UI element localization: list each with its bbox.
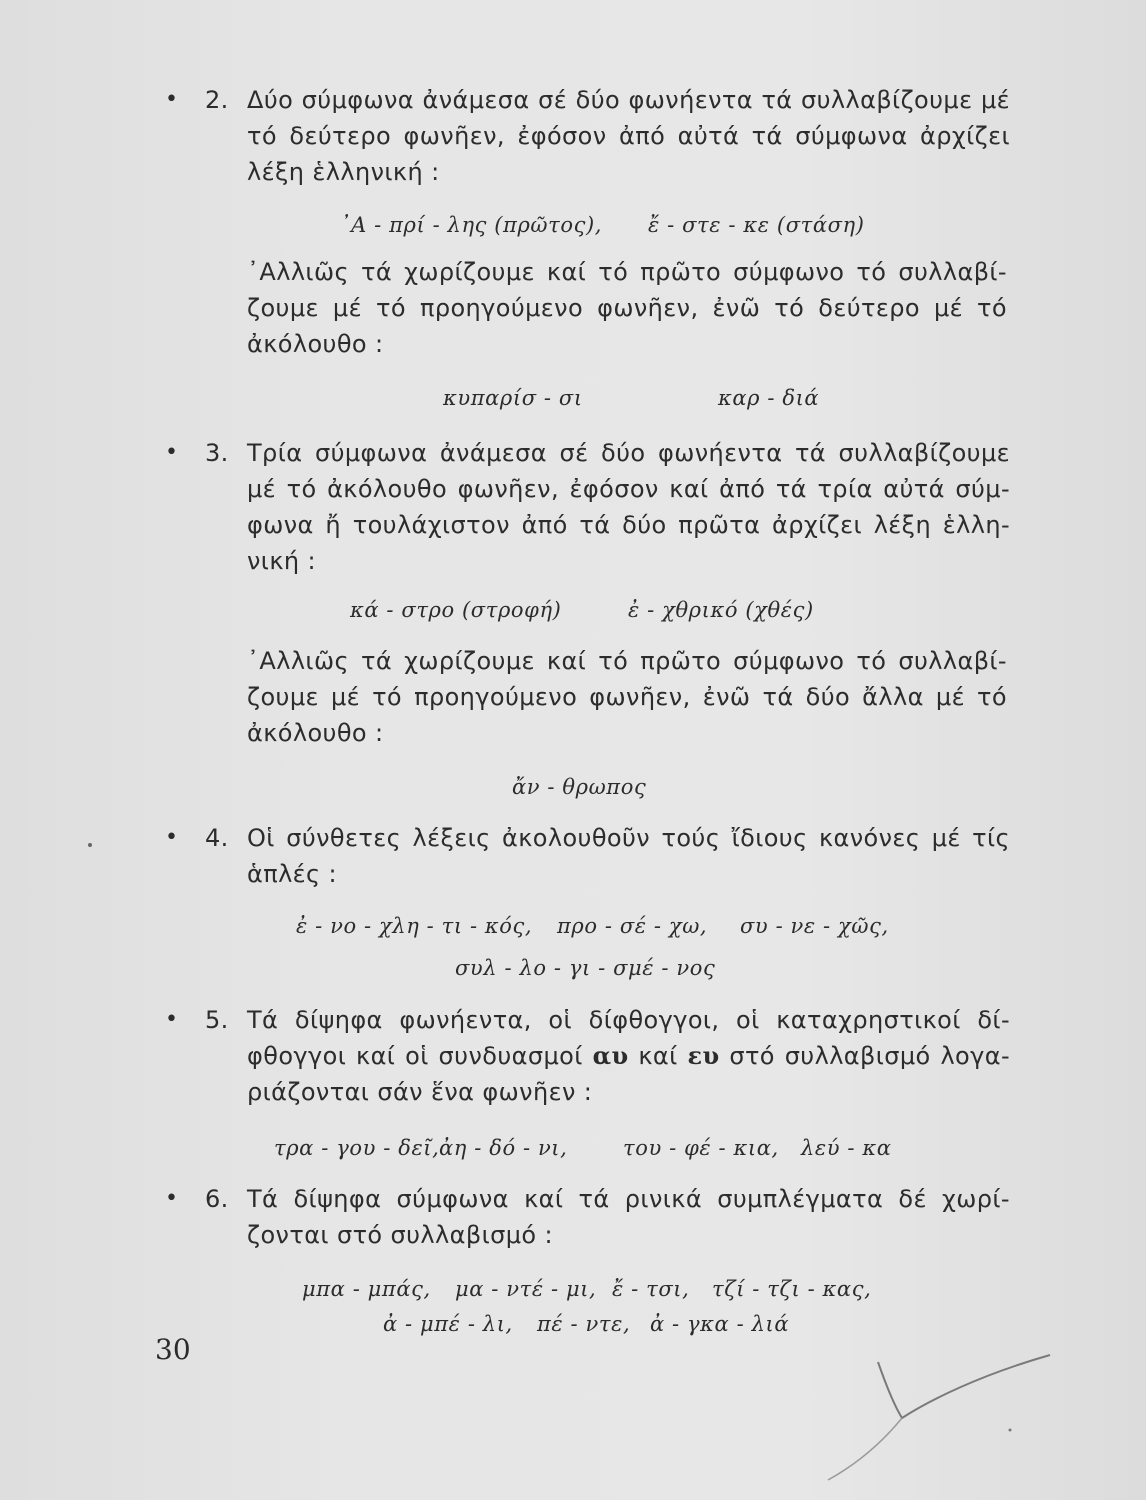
example-word: καρ - διά bbox=[718, 386, 820, 410]
page-number: 30 bbox=[155, 1333, 191, 1366]
example-word: ᾿Α - πρί - λης (πρῶτος), bbox=[340, 213, 603, 237]
example-word: τζί - τζι - κας, bbox=[712, 1277, 872, 1301]
example-word: πέ - ντε, bbox=[537, 1312, 631, 1336]
text-line: ἀκόλουθο : bbox=[247, 719, 384, 747]
example-word: ἀ - γκα - λιά bbox=[650, 1312, 790, 1336]
rule-number: 5. bbox=[205, 1006, 229, 1034]
text-segment: στό συλλαβισμό λογα- bbox=[729, 1042, 1011, 1070]
example-word: τρα - γου - δεῖ, bbox=[274, 1136, 440, 1160]
text-line: φωνα ἤ τουλάχιστον ἀπό τά δύο πρῶτα ἀρχίζει λέξη ἑλλη- bbox=[247, 511, 1010, 539]
text-segment: φθογγοι καί οἱ συνδυασμοί bbox=[247, 1042, 583, 1070]
text-line: λέξη ἑλληνική : bbox=[247, 158, 440, 186]
example-word: μπα - μπάς, bbox=[302, 1277, 431, 1301]
bullet: • bbox=[165, 1007, 179, 1032]
text-line: Τά δίψηφα σύμφωνα καί τά ρινικά συμπλέγματα δέ χωρί- bbox=[247, 1185, 1010, 1213]
example-word: λεύ - κα bbox=[801, 1136, 892, 1160]
example-word: ἔ - στε - κε (στάση) bbox=[648, 213, 865, 237]
text-line: Οἱ σύνθετες λέξεις ἀκολουθοῦν τούς ἴδιους κανόνες μέ τίς bbox=[247, 824, 1010, 852]
bullet: • bbox=[165, 825, 179, 850]
text-line: ζουμε μέ τό προηγούμενο φωνῆεν, ἐνῶ τό δεύτερο μέ τό bbox=[247, 294, 1007, 322]
text-line: ἁπλές : bbox=[247, 860, 338, 888]
text-line: ᾿Αλλιῶς τά χωρίζουμε καί τό πρῶτο σύμφωνο τό συλλαβί- bbox=[247, 647, 1007, 675]
bullet: • bbox=[165, 440, 179, 465]
text-line: ριάζονται σάν ἕνα φωνῆεν : bbox=[247, 1078, 593, 1106]
example-word: ἔ - τσι, bbox=[612, 1277, 690, 1301]
example-word: προ - σέ - χω, bbox=[557, 914, 708, 938]
text-line: ᾿Αλλιῶς τά χωρίζουμε καί τό πρῶτο σύμφωνο τό συλλαβί- bbox=[247, 258, 1007, 286]
example-word: συ - νε - χῶς, bbox=[740, 914, 889, 938]
rule-number: 4. bbox=[205, 824, 229, 852]
text-line: Τρία σύμφωνα ἀνάμεσα σέ δύο φωνήεντα τά συλλαβίζουμε bbox=[247, 439, 1010, 467]
text-line: ζουμε μέ τό προηγούμενο φωνῆεν, ἐνῶ τά δύο ἄλλα μέ τό bbox=[247, 683, 1007, 711]
text-line: τό δεύτερο φωνῆεν, ἐφόσον ἀπό αὐτά τά σύμφωνα ἀρχίζει bbox=[247, 122, 1010, 150]
text-line: μέ τό ἀκόλουθο φωνῆεν, ἐφόσον καί ἀπό τά τρία αὐτά σύμ- bbox=[247, 475, 1010, 503]
text-line: νική : bbox=[247, 547, 316, 575]
rule-number: 3. bbox=[205, 439, 229, 467]
rule-number: 2. bbox=[205, 86, 229, 114]
text-line: ἀκόλουθο : bbox=[247, 330, 384, 358]
text-line: ζονται στό συλλαβισμό : bbox=[247, 1221, 553, 1249]
bold-combination: αυ bbox=[592, 1041, 629, 1070]
example-word: κυπαρίσ - σι bbox=[443, 386, 583, 410]
example-word: συλ - λο - γι - σμέ - νος bbox=[455, 956, 716, 980]
example-word: ἀ - μπέ - λι, bbox=[383, 1312, 513, 1336]
text-segment: καί bbox=[638, 1042, 678, 1070]
bullet: • bbox=[165, 87, 179, 112]
example-word: κά - στρο (στροφή) bbox=[350, 598, 562, 622]
bullet: • bbox=[165, 1186, 179, 1211]
text-line: Δύο σύμφωνα ἀνάμεσα σέ δύο φωνήεντα τά συλλαβίζουμε μέ bbox=[247, 86, 1010, 114]
text-line: Τά δίψηφα φωνήεντα, οἱ δίφθογγοι, οἱ καταχρηστικοί δί- bbox=[247, 1006, 1010, 1034]
example-word: του - φέ - κια, bbox=[623, 1136, 779, 1160]
margin-dot bbox=[88, 843, 92, 847]
example-word: ἐ - χθρικό (χθές) bbox=[628, 598, 814, 622]
example-word: ἄν - θρωπος bbox=[512, 775, 647, 799]
example-word: ἐ - νο - χλη - τι - κός, bbox=[296, 914, 533, 938]
bold-combination: ευ bbox=[687, 1041, 720, 1070]
example-word: μα - ντέ - μι, bbox=[455, 1277, 597, 1301]
example-word: ἀη - δό - νι, bbox=[439, 1136, 568, 1160]
rule-number: 6. bbox=[205, 1185, 229, 1213]
